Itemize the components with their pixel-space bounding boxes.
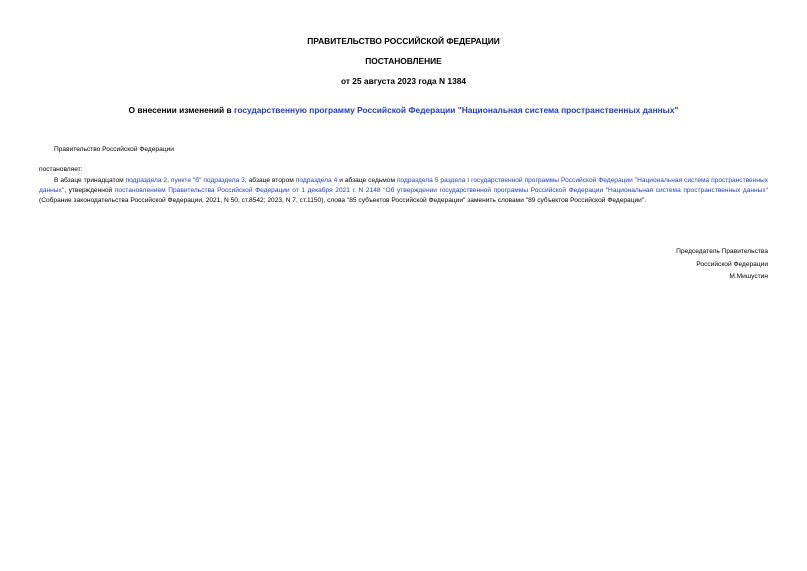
- reference-link[interactable]: подраздела 2: [125, 177, 168, 184]
- reference-link[interactable]: пункте "б" подраздела 3: [170, 177, 245, 184]
- document-date-number: от 25 августа 2023 года N 1384: [340, 76, 467, 86]
- resolves-line: постановляет:: [39, 166, 83, 173]
- signature-title: Председатель Правительства: [676, 248, 768, 255]
- document-header: ПРАВИТЕЛЬСТВО РОССИЙСКОЙ ФЕДЕРАЦИИ: [307, 36, 500, 46]
- reference-link[interactable]: подраздела 4: [295, 177, 338, 184]
- paragraph-text: ,: [167, 177, 171, 184]
- signature-block: [676, 246, 768, 284]
- document-title-text: О внесении изменений в: [128, 105, 234, 115]
- amendment-paragraph: [39, 176, 768, 206]
- reference-link[interactable]: постановлением Правительства Российской Федерации от 1 декабря 2021 г. N 2148 "Об утверждении государственной программы Российской Федерации "Национальная система пространственных данных": [114, 187, 769, 194]
- government-line: Правительство Российской Федерации: [54, 146, 174, 153]
- reference-link[interactable]: подраздела 5 раздела I государственной программы Российской Федерации "Национальная система пространственных данных": [39, 177, 769, 194]
- signature-org: Российской Федерации: [696, 260, 768, 268]
- document-type: ПОСТАНОВЛЕНИЕ: [365, 56, 442, 66]
- signature-name: М.Мишустин: [729, 273, 768, 280]
- paragraph-text: , утвержденной: [64, 187, 115, 194]
- paragraph-text: (Собрание законодательства Российской Федерации, 2021, N 50, ст.8542; 2023, N 7, ст.1150), слова "85 субъектов Российской Федерации" заменить словами "89 субъектов Российской Федерации".: [39, 197, 647, 204]
- paragraph-text: В абзаце тринадцатом: [54, 177, 126, 184]
- paragraph-text: , абзаце втором: [244, 177, 296, 184]
- paragraph-text: и абзаце седьмом: [337, 177, 397, 184]
- document-title: [0, 105, 807, 115]
- program-link[interactable]: государственную программу Российской Федерации "Национальная система пространственных данных": [233, 105, 679, 115]
